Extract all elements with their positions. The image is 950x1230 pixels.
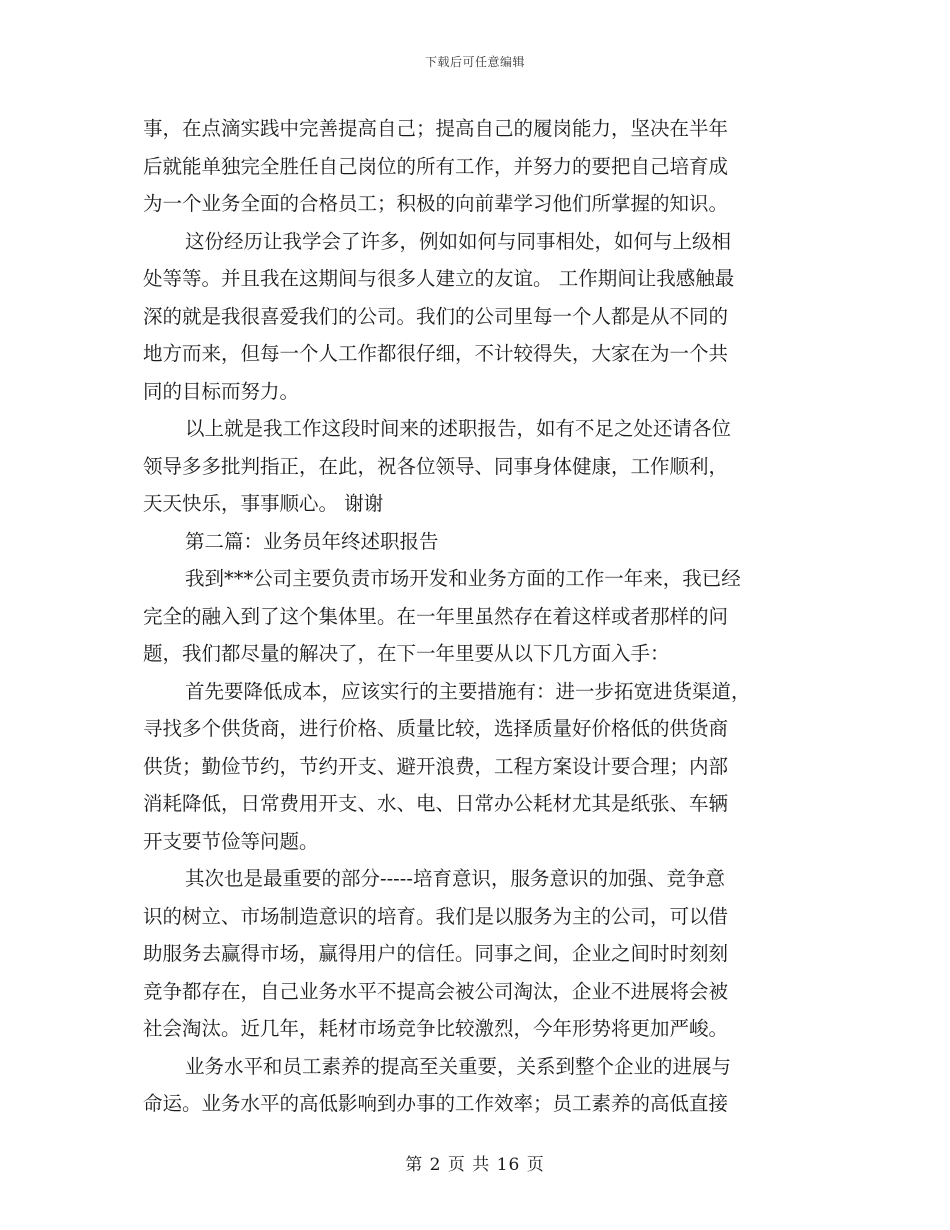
text-line: 寻找多个供货商，进行价格、质量比较，选择质量好价格低的供货商	[143, 717, 729, 740]
text-line: 消耗降低，日常费用开支、水、电、日常办公耗材尤其是纸张、车辆	[143, 792, 729, 815]
document-body	[143, 110, 805, 1123]
text-line: 同的目标而努力。	[143, 379, 300, 403]
text-line: 识的树立、市场制造意识的培育。我们是以服务为主的公司，可以借	[143, 904, 729, 928]
text-line: 地方而来，但每一个人工作都很仔细，不计较得失，大家在为一个共	[143, 342, 729, 365]
text-line: 这份经历让我学会了许多，例如如何与同事相处，如何与上级相	[185, 229, 732, 253]
text-line: 天天快乐，事事顺心。 谢谢	[143, 492, 384, 515]
text-line: 完全的融入到了这个集体里。在一年里虽然存在着这样或者那样的问	[143, 604, 729, 628]
text-line: 第二篇：业务员年终述职报告	[185, 529, 439, 553]
text-line: 事，在点滴实践中完善提高自己；提高自己的履岗能力，坚决在半年	[143, 117, 729, 140]
text-line: 为一个业务全面的合格员工；积极的向前辈学习他们所掌握的知识。	[143, 192, 729, 215]
text-line: 我到***公司主要负责市场开发和业务方面的工作一年来，我已经	[185, 567, 741, 590]
text-line: 助服务去赢得市场，赢得用户的信任。同事之间，企业之间时时刻刻	[143, 942, 729, 965]
text-line: 业务水平和员工素养的提高至关重要，关系到整个企业的进展与	[185, 1054, 732, 1078]
text-line: 深的就是我很喜爱我们的公司。我们的公司里每一个人都是从不同的	[143, 304, 729, 328]
text-line: 首先要降低成本，应该实行的主要措施有：进一步拓宽进货渠道，	[185, 679, 751, 703]
text-line: 题，我们都尽量的解决了，在下一年里要从以下几方面入手：	[143, 642, 670, 665]
page-header: 下载后可任意编辑	[424, 55, 525, 69]
text-line: 以上就是我工作这段时间来的述职报告，如有不足之处还请各位	[185, 417, 732, 440]
text-line: 处等等。并且我在这期间与很多人建立的友谊。 工作期间让我感触最	[143, 267, 735, 290]
page-number-footer: 第 2 页 共 16 页	[405, 1155, 545, 1175]
text-line: 其次也是最重要的部分-----培育意识，服务意识的加强、竞争意	[185, 867, 725, 890]
text-line: 后就能单独完全胜任自己岗位的所有工作，并努力的要把自己培育成	[143, 154, 729, 178]
text-line: 领导多多批判指正，在此，祝各位领导、同事身体健康，工作顺利，	[143, 454, 729, 478]
text-line: 社会淘汰。近几年，耗材市场竞争比较激烈，今年形势将更加严峻。	[143, 1017, 729, 1040]
text-line: 命运。业务水平的高低影响到办事的工作效率；员工素养的高低直接	[143, 1092, 729, 1115]
text-line: 竞争都存在，自己业务水平不提高会被公司淘汰，企业不进展将会被	[143, 979, 729, 1003]
text-line: 开支要节俭等问题。	[143, 829, 319, 853]
text-line: 供货；勤俭节约，节约开支、避开浪费，工程方案设计要合理；内部	[143, 754, 729, 778]
